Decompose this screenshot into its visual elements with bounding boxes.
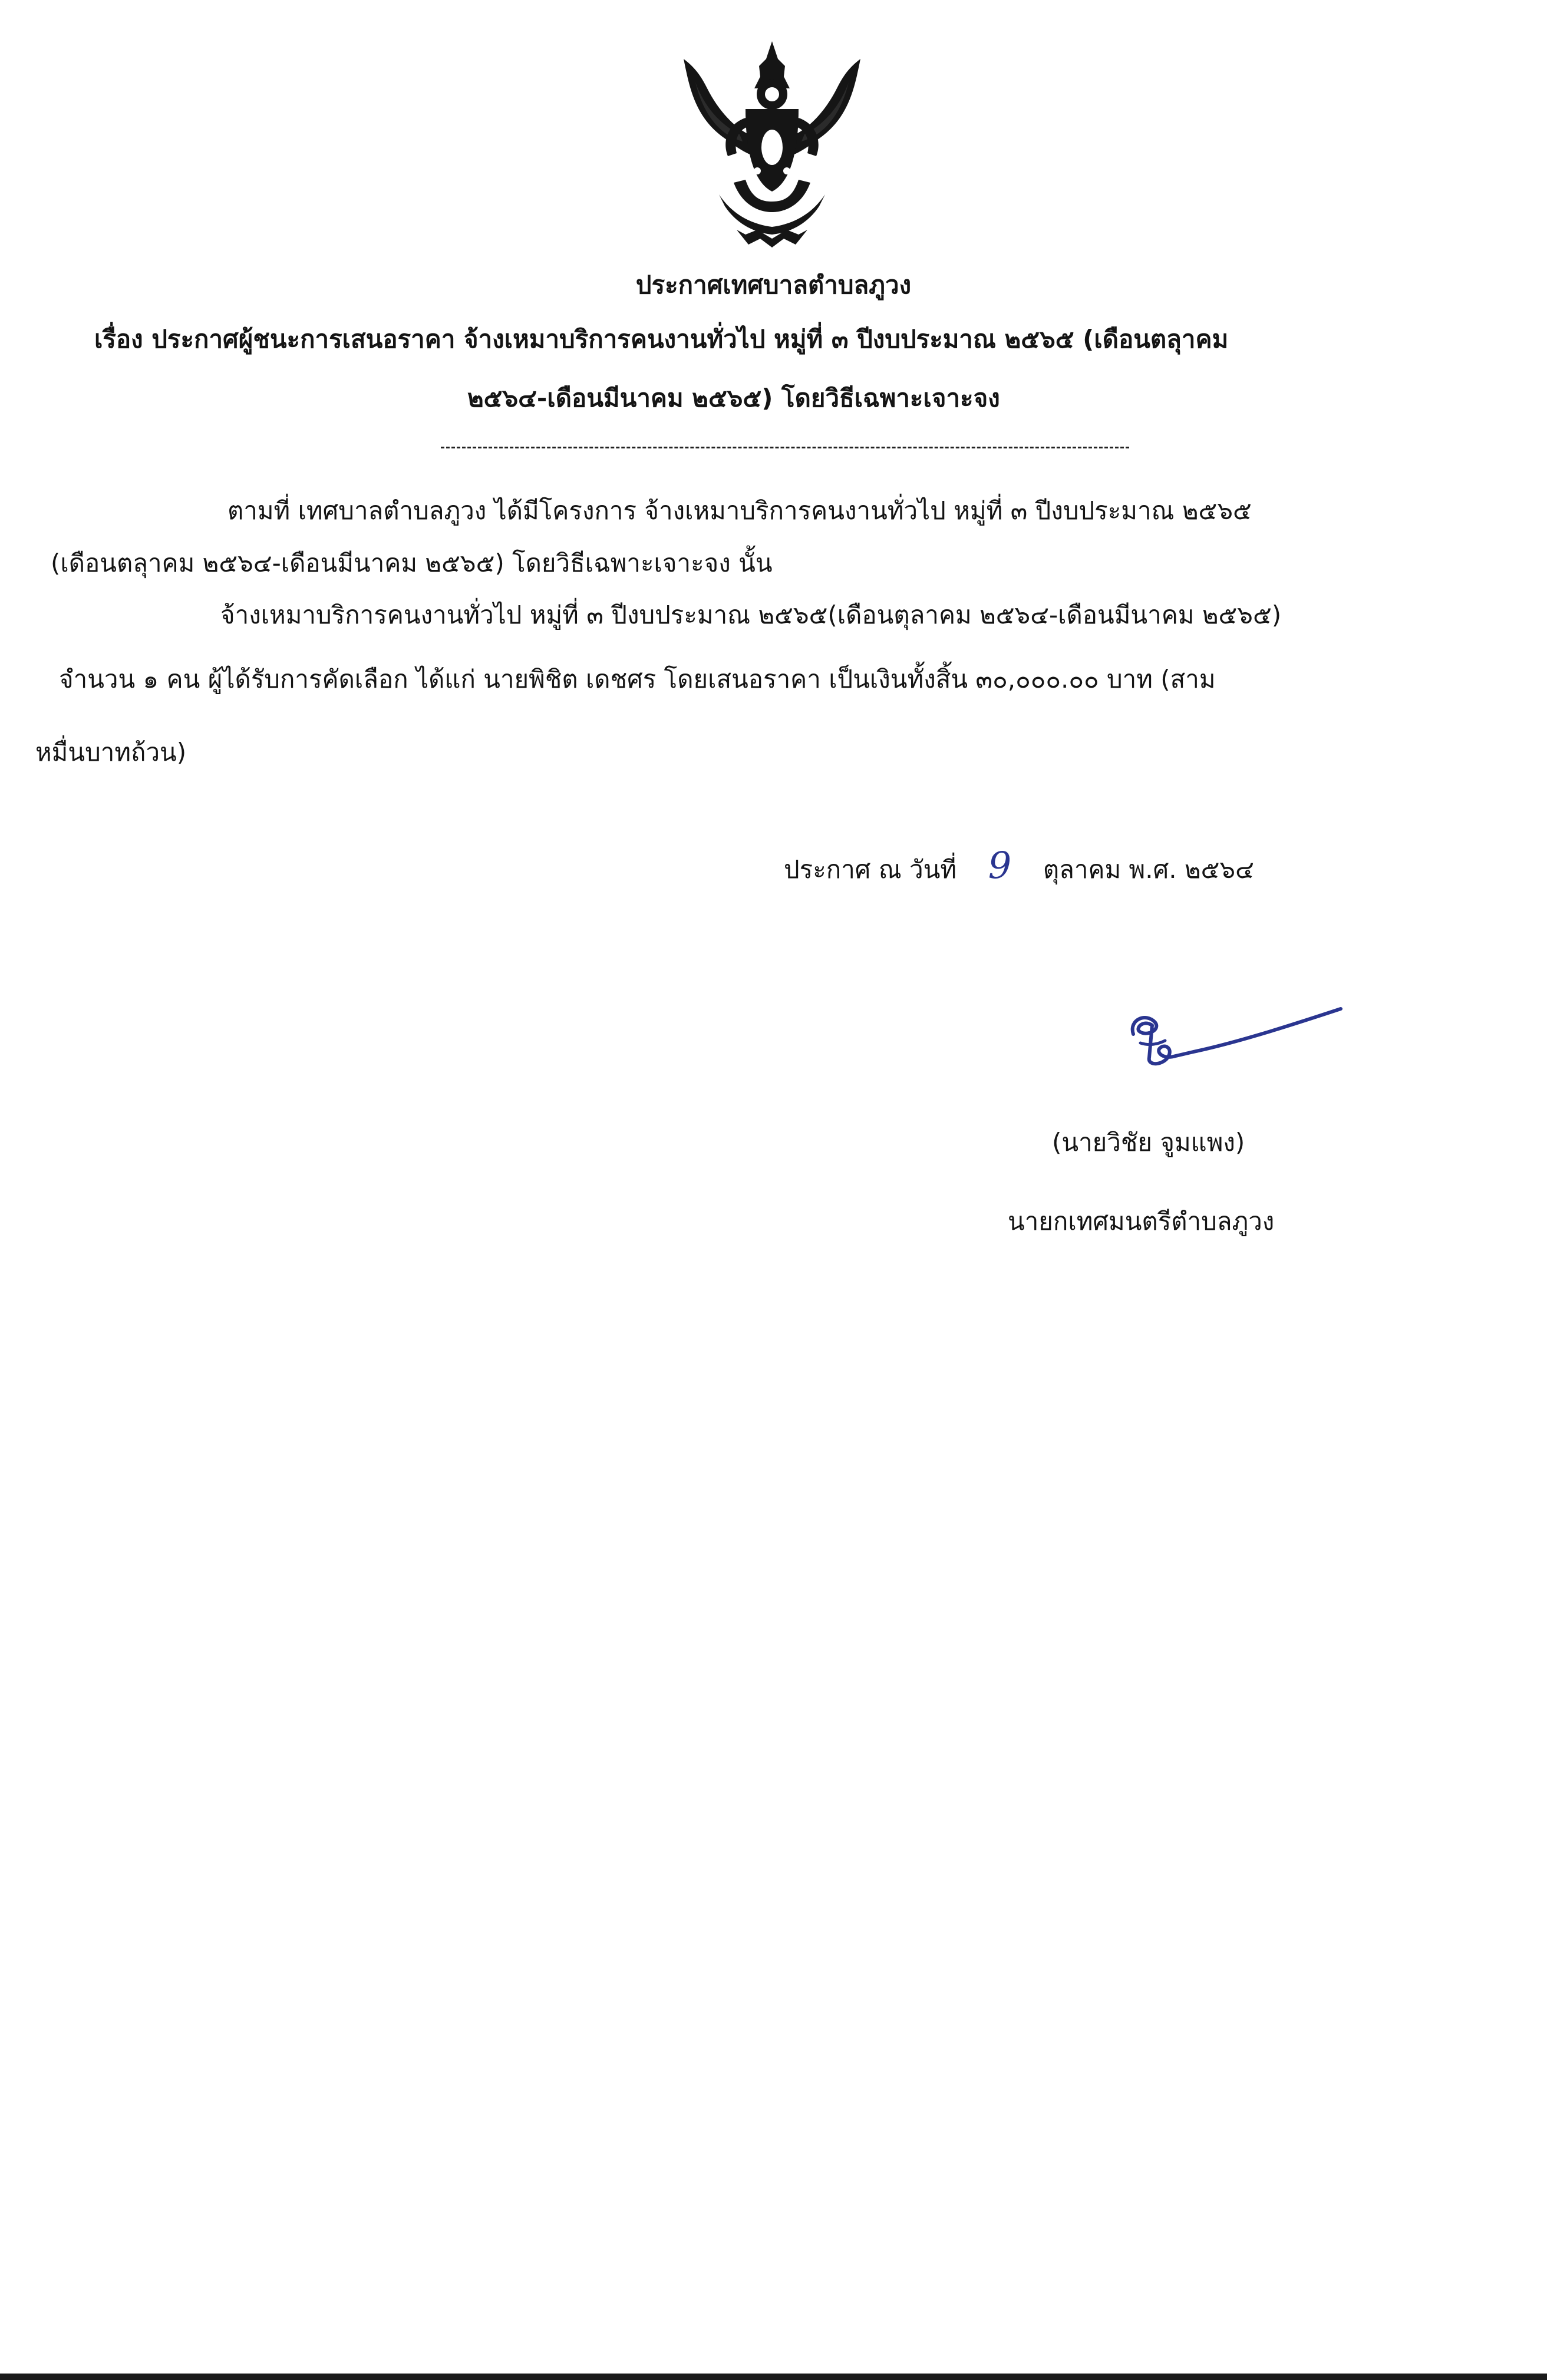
date-prefix: ประกาศ ณ วันที่ [784,855,957,884]
dashed-divider [441,447,1129,448]
paragraph-1-line-2: (เดือนตลุาคม ๒๕๖๔-เดือนมีนาคม ๒๕๖๕) โดยวิธีเฉพาะเจาะจง นั้น [51,549,773,577]
signer-position: นายกเทศมนตรีตำบลภูวง [1008,1207,1275,1236]
date-day-handwritten: 9 [988,844,1012,887]
signer-name: (นายวิชัย จูมแพง) [1052,1128,1245,1157]
paragraph-2-line-2: จำนวน ๑ คน ผู้ได้รับการคัดเลือก ได้แก่ นายพิชิต เดชศร โดยเสนอราคา เป็นเงินทั้งสิ้น ๓๐,๐๐๐.๐๐ บาท (สาม [59,665,1216,694]
paragraph-2-line-1: จ้างเหมาบริการคนงานทั่วไป หมู่ที่ ๓ ปีงบประมาณ ๒๕๖๕(เดือนตุลาคม ๒๕๖๔-เดือนมีนาคม ๒๕๖๕) [220,600,1282,629]
subject-line-2: ๒๕๖๔-เดือนมีนาคม ๒๕๖๕) โดยวิธีเฉพาะเจาะจง [467,384,1000,412]
garuda-emblem-icon [672,35,872,265]
paragraph-1-line-1: ตามที่ เทศบาลตำบลภูวง ได้มีโครงการ จ้างเหมาบริการคนงานทั่วไป หมู่ที่ ๓ ปีงบประมาณ ๒๕๖๕ [227,496,1252,525]
announcement-date [784,844,1254,887]
paragraph-2-line-3: หมื่นบาทถ้วน) [35,738,187,767]
subject-line-1: เรื่อง ประกาศผู้ชนะการเสนอราคา จ้างเหมาบริการคนงานทั่วไป หมู่ที่ ๓ ปีงบประมาณ ๒๕๖๕ (เดือนตลุาคม [94,325,1229,354]
scan-bottom-edge [0,2374,1547,2380]
handwritten-signature-icon [1123,1002,1347,1072]
date-month-year: ตุลาคม พ.ศ. ๒๕๖๔ [1043,855,1254,884]
document-title: ประกาศเทศบาลตำบลภูวง [635,270,912,299]
